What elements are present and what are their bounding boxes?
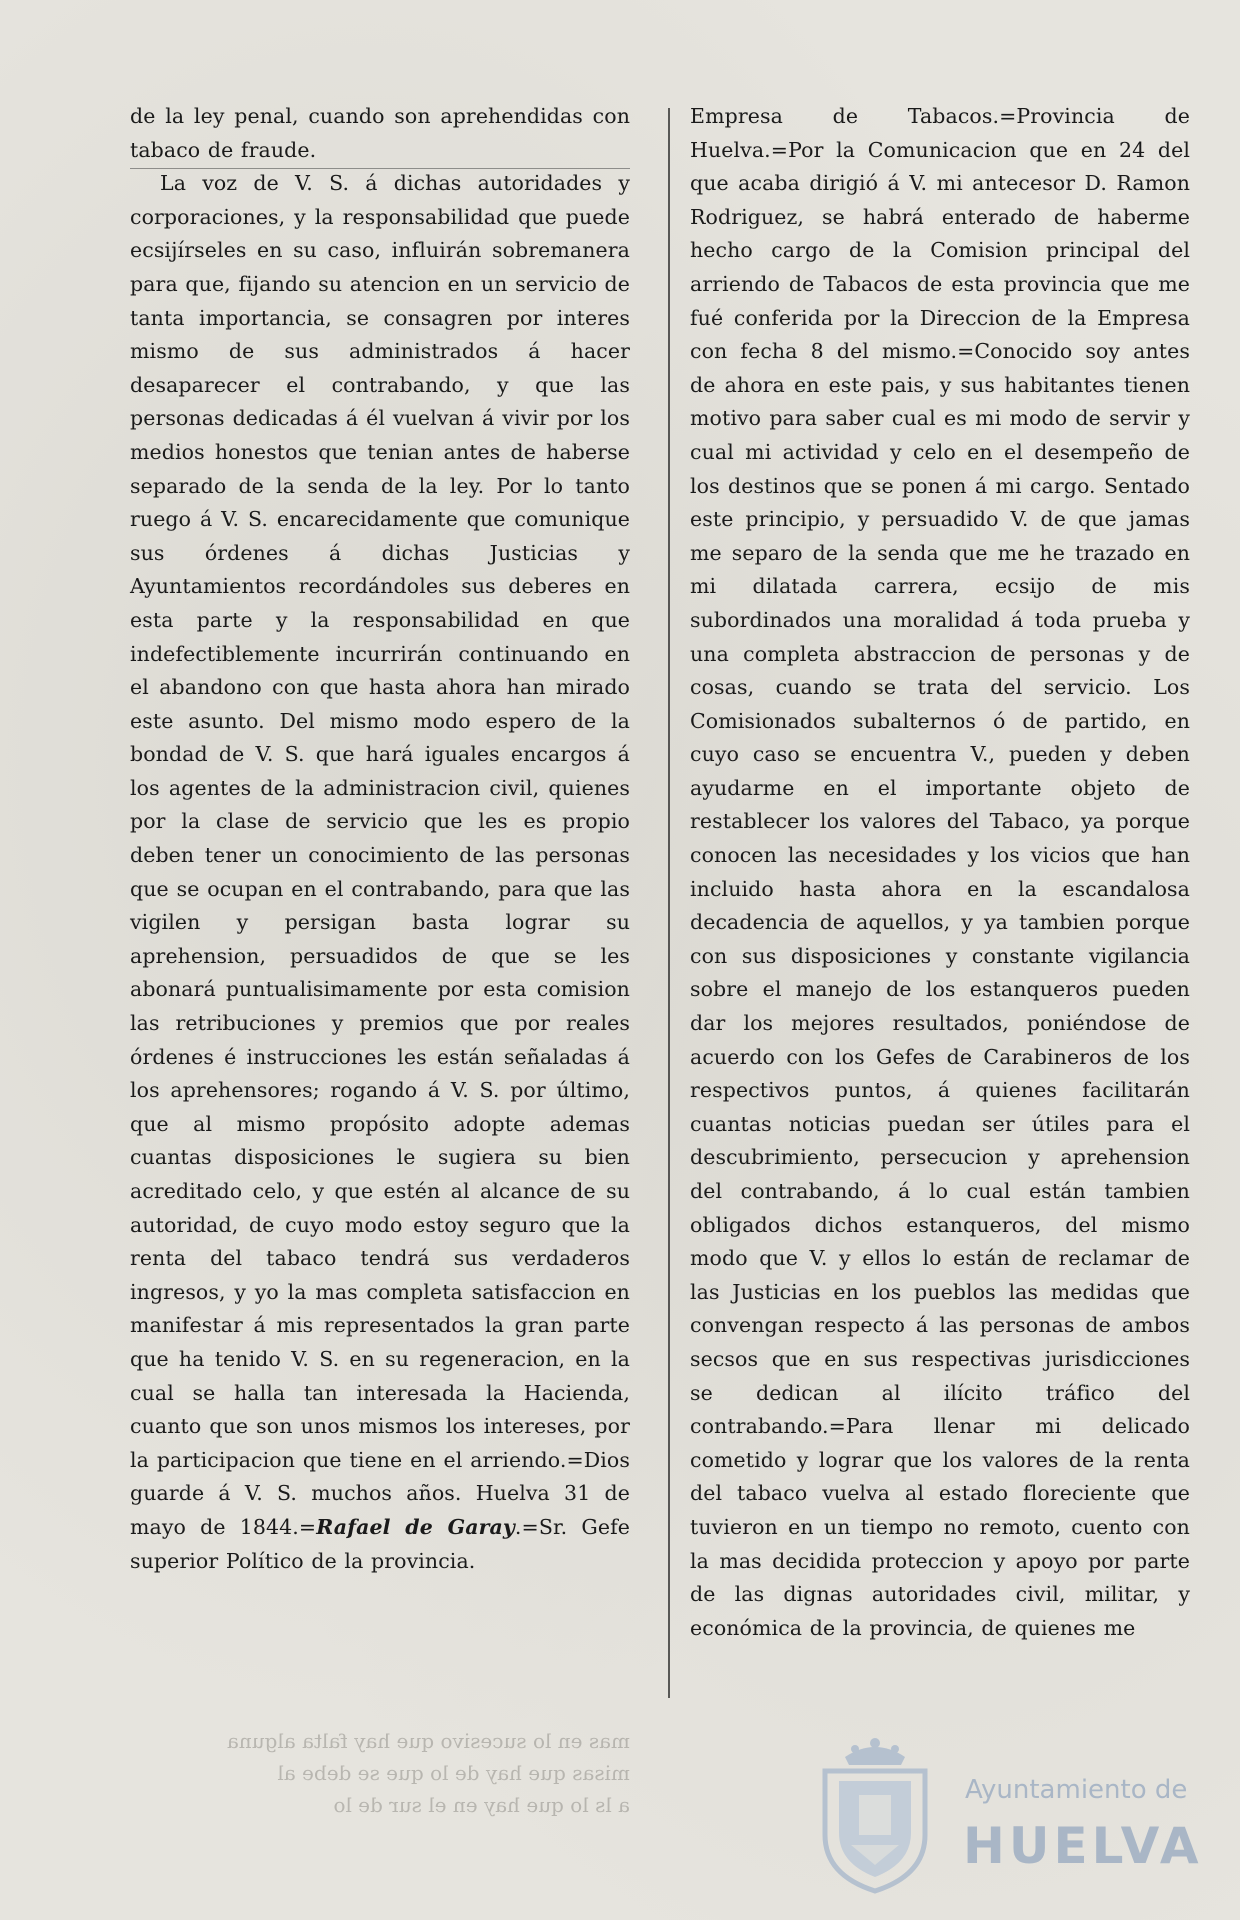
- column-divider: [668, 108, 670, 1698]
- left-paragraph-2-text: La voz de V. S. á dichas autoridades y corporaciones, y la responsabilidad que puede ecsijírseles en su caso, influirán sobremanera para que, fijando su atencion en un servicio de tanta importancia, se consagren por interes mismo de sus administrados á hacer desaparecer el contrabando, y que las personas dedicadas á él vuelvan á vivir por los medios honestos que tenian antes de haberse separado de la senda de la ley. Por lo tanto ruego á V. S. encarecidamente que comunique sus órdenes á dichas Justicias y Ayuntamientos recordándoles sus deberes en esta parte y la responsabilidad en que indefectiblemente incurrirán continuando en el abandono con que hasta ahora han mirado este asunto. Del mismo modo espero de la bondad de V. S. que hará iguales encargos á los agentes de la administracion civil, quienes por la clase de servicio que les es propio deben tener un conocimiento de las personas que se ocupan en el contrabando, para que las vigilen y persigan basta lograr su aprehension, persuadidos de que se les abonará puntualisimamente por esta comision las retribuciones y premios que por reales órdenes é instrucciones les están señaladas á los aprehensores; rogando á V. S. por último, que al mismo propósito adopte ademas cuantas disposiciones le sugiera su bien acreditado celo, y que estén al alcance de su autoridad, de cuyo modo estoy seguro que la renta del tabaco tendrá sus verdaderos ingresos, y yo la mas completa satisfaccion en manifestar á mis representados la gran parte que ha tenido V. S. en su regeneracion, en la cual se halla tan interesada la Hacienda, cuanto que son unos mismos los intereses, por la participacion que tiene en el arriendo.=Dios guarde á V. S. muchos años. Huelva 31 de mayo de 1844.=: [130, 171, 630, 1539]
- bleed-through-text: [130, 1725, 630, 1821]
- closing-line: .=Sr. Gefe superior Político de la provincia.: [130, 1514, 630, 1573]
- coat-of-arms-icon: [815, 1735, 935, 1895]
- watermark-line1: Ayuntamiento de: [965, 1775, 1188, 1805]
- bleed-line: misas que hay de lo que se debe al: [277, 1761, 630, 1785]
- right-paragraph-1: Empresa de Tabacos.=Provincia de Huelva.=Por la Comunicacion que en 24 del que acaba dirigió á V. mi antecesor D. Ramon Rodriguez, se habrá enterado de haberme hecho cargo de la Comision principal del arriendo de Tabacos de esta provincia que me fué conferida por la Direccion de la Empresa con fecha 8 del mismo.=Conocido soy antes de ahora en este pais, y sus habitantes tienen motivo para saber cual es mi modo de servir y cual mi actividad y celo en el desempeño de los destinos que se ponen á mi cargo. Sentado este principio, y persuadido V. de que jamas me separo de la senda que me he trazado en mi dilatada carrera, ecsijo de mis subordinados una moralidad á toda prueba y una completa abstraccion de personas y de cosas, cuando se trata del servicio. Los Comisionados subalternos ó de partido, en cuyo caso se encuentra V., pueden y deben ayudarme en el importante objeto de restablecer los valores del Tabaco, ya porque conocen las necesidades y los vicios que han incluido hasta ahora en la escandalosa decadencia de aquellos, y ya tambien porque con sus disposiciones y constante vigilancia sobre el manejo de los estanqueros pueden dar los mejores resultados, poniéndose de acuerdo con los Gefes de Carabineros de los respectivos puntos, á quienes facilitarán cuantas noticias puedan ser útiles para el descubrimiento, persecucion y aprehension del contrabando, á lo cual están tambien obligados dichos estanqueros, del mismo modo que V. y ellos lo están de reclamar de las Justicias en los pueblos las medidas que convengan respecto á las personas de ambos secsos que en sus respectivas jurisdicciones se dedican al ilícito tráfico del contrabando.=Para llenar mi delicado cometido y lograr que los valores de la renta del tabaco vuelva al estado floreciente que tuvieron en un tiempo no remoto, cuento con la mas decidida proteccion y apoyo por parte de las dignas autoridades civil, militar, y económica de la provincia, de quienes me: [690, 104, 1190, 1640]
- right-column: [690, 100, 1190, 1645]
- bleed-line: mas en lo sucesivo que hay falta alguna: [226, 1729, 630, 1753]
- left-header-rule: [130, 168, 630, 169]
- left-paragraph-2: [130, 167, 630, 1578]
- watermark-line2: HUELVA: [963, 1817, 1203, 1875]
- bleed-line: a ls lo que hay en el sur de lo: [333, 1793, 630, 1817]
- left-paragraph-1: de la ley penal, cuando son aprehendidas con tabaco de fraude.: [130, 104, 630, 162]
- watermark: [815, 1735, 1203, 1895]
- signature: Rafael de Garay: [316, 1514, 515, 1539]
- left-column: [130, 100, 630, 1578]
